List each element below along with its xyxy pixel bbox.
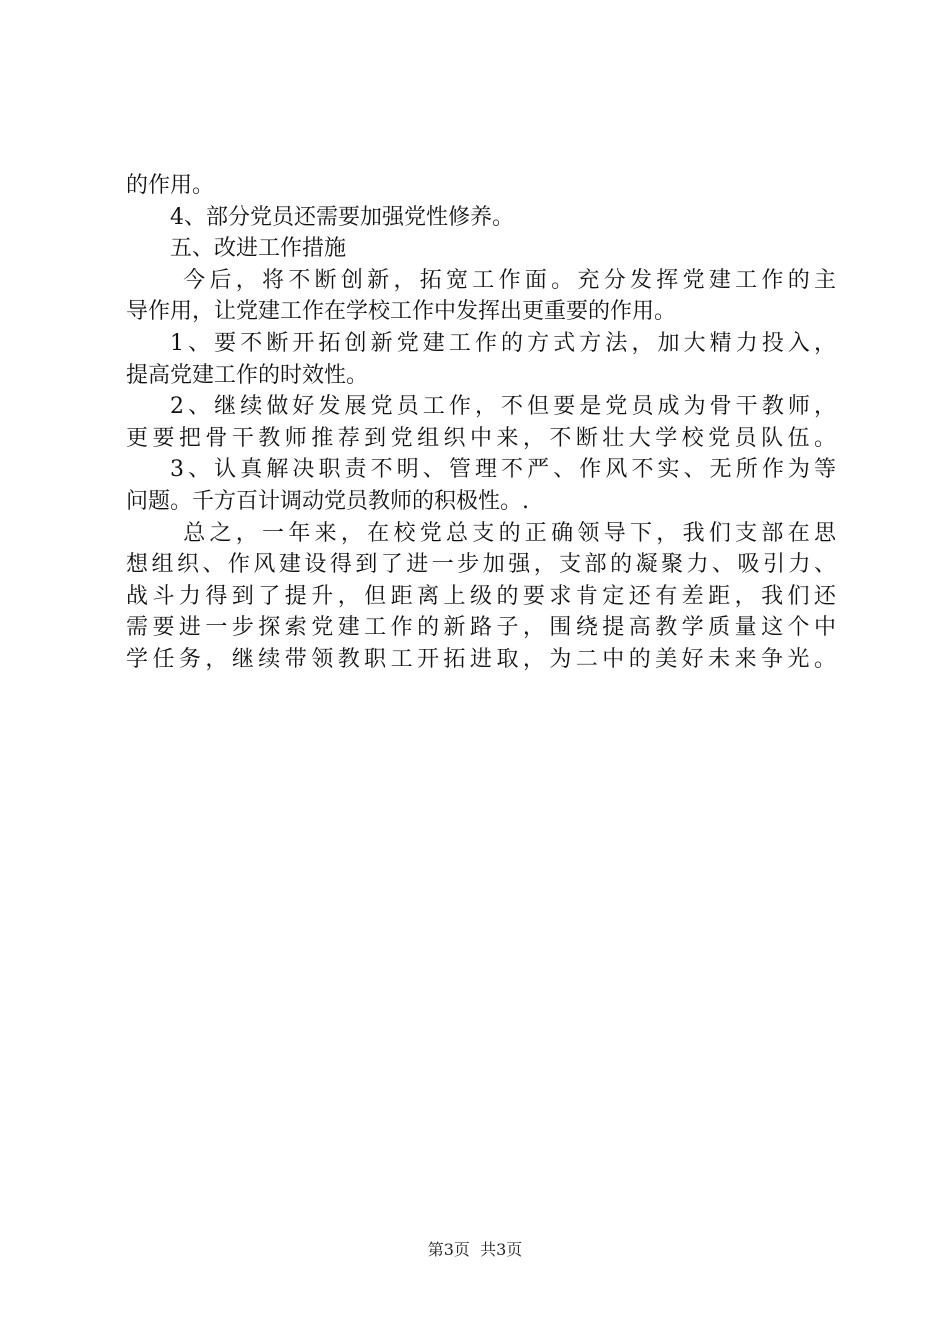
text-line: 导作用，让党建工作在学校工作中发挥出更重要的作用。 bbox=[126, 299, 677, 325]
text-line: 提高党建工作的时效性。 bbox=[126, 362, 369, 388]
text-line: 战斗力得到了提升，但距离上级的要求肯定还有差距，我们还 bbox=[126, 583, 836, 609]
text-line: 3、认真解决职责不明、管理不严、作风不实、无所作为等 bbox=[170, 457, 836, 483]
text-line: 五、改进工作措施 bbox=[170, 236, 347, 262]
text-line: 问题。千方百计调动党员教师的积极性。. bbox=[126, 488, 529, 514]
text-line: 想组织、作风建设得到了进一步加强，支部的凝聚力、吸引力、 bbox=[126, 552, 836, 578]
text-line: 2、继续做好发展党员工作，不但要是党员成为骨干教师， bbox=[170, 394, 836, 420]
text-line: 需要进一步探索党建工作的新路子，围绕提高教学质量这个中 bbox=[126, 615, 836, 641]
text-line: 总之，一年来，在校党总支的正确领导下，我们支部在思 bbox=[183, 520, 836, 546]
text-line: 今后，将不断创新，拓宽工作面。充分发挥党建工作的主 bbox=[183, 267, 836, 293]
text-line: 更要把骨干教师推荐到党组织中来，不断壮大学校党员队伍。 bbox=[126, 425, 836, 451]
text-line: 4、部分党员还需要加强党性修养。 bbox=[170, 204, 514, 230]
text-line: 1、要不断开拓创新党建工作的方式方法，加大精力投入， bbox=[170, 330, 836, 356]
page-number-label: 第3页 共3页 bbox=[427, 1240, 523, 1259]
body-text bbox=[126, 170, 836, 676]
page-footer bbox=[0, 1240, 950, 1260]
text-line: 的作用。 bbox=[126, 173, 215, 198]
text-line: 学任务，继续带领教职工开拓进取，为二中的美好未来争光。 bbox=[126, 646, 836, 672]
